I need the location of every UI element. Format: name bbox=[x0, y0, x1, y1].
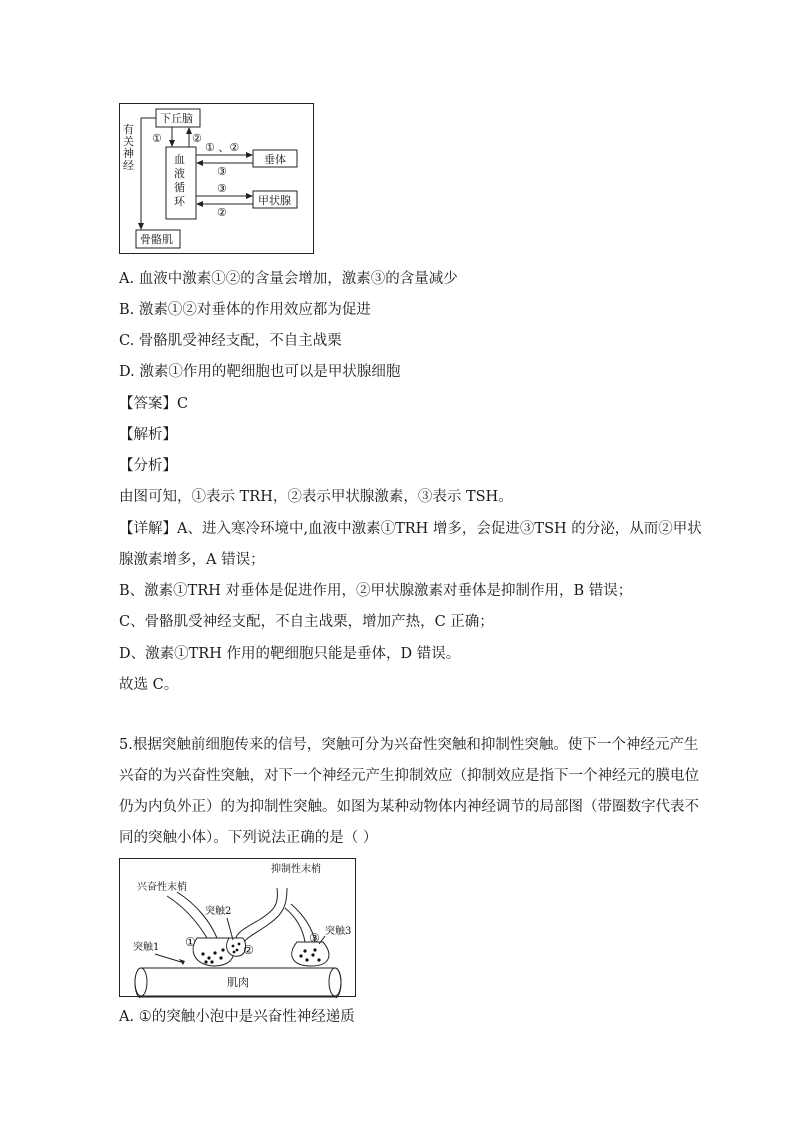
detail-line: B、激素①TRH 对垂体是促进作用，②甲状腺激素对垂体是抑制作用，B 错误； bbox=[119, 583, 633, 599]
thyroid-label: 甲状腺 bbox=[258, 194, 291, 207]
q4-option-b: B. 激素①②对垂体的作用效应都为促进 bbox=[119, 302, 371, 318]
blood-label-3: 循 bbox=[174, 181, 185, 194]
q5-option-a: A. ①的突触小泡中是兴奋性神经递质 bbox=[119, 1009, 355, 1025]
blood-label-1: 血 bbox=[174, 153, 185, 166]
blood-label-4: 环 bbox=[174, 195, 185, 208]
side-label-nerve-4: 经 bbox=[123, 159, 134, 172]
hypothalamus-label: 下丘脑 bbox=[160, 112, 193, 125]
q5-stem-line: 5.根据突触前细胞传来的信号，突触可分为兴奋性突触和抑制性突触。使下一个神经元产生 bbox=[119, 737, 699, 753]
fenxi-text: 由图可知，①表示 TRH，②表示甲状腺激素，③表示 TSH。 bbox=[119, 489, 513, 505]
pituitary-label: 垂体 bbox=[264, 153, 286, 166]
analysis-heading: 【解析】 bbox=[119, 427, 177, 443]
label-n2: ② bbox=[243, 943, 254, 957]
label-synapse-2: 突触2 bbox=[205, 906, 232, 917]
figure-synapse-diagram bbox=[119, 858, 357, 998]
fenxi-heading: 【分析】 bbox=[119, 458, 177, 474]
q4-option-c: C. 骨骼肌受神经支配，不自主战栗 bbox=[119, 333, 342, 349]
detail-line: 【详解】A、进入寒冷环境中,血液中激素①TRH 增多，会促进③TSH 的分泌，从而②甲状 bbox=[119, 521, 702, 537]
mark-3-upper: ③ bbox=[217, 165, 227, 178]
muscle-label: 肌肉 bbox=[227, 976, 249, 989]
label-excitatory-terminal: 兴奋性末梢 bbox=[137, 882, 187, 893]
q5-stem-line: 仍为内负外正）的为抑制性突触。如图为某种动物体内神经调节的局部图（带圈数字代表不 bbox=[119, 799, 699, 815]
mark-12-label: ① 、② bbox=[205, 141, 240, 154]
muscle-label: 骨骼肌 bbox=[140, 233, 173, 246]
side-label-nerve-1: 有 bbox=[123, 123, 134, 136]
answer-line: 【答案】C bbox=[119, 396, 189, 412]
side-label-nerve-3: 神 bbox=[123, 147, 134, 160]
mark-1-left: ① bbox=[152, 132, 162, 145]
label-synapse-1: 突触1 bbox=[133, 942, 160, 953]
mark-2-lower: ② bbox=[217, 206, 227, 219]
figure-endocrine-diagram bbox=[119, 103, 315, 255]
q5-stem-line: 兴奋的为兴奋性突触，对下一个神经元产生抑制效应（抑制效应是指下一个神经元的膜电位 bbox=[119, 768, 699, 784]
label-n1: ① bbox=[185, 935, 196, 949]
detail-line: C、骨骼肌受神经支配，不自主战栗，增加产热，C 正确； bbox=[119, 614, 494, 630]
q4-option-a: A. 血液中激素①②的含量会增加，激素③的含量减少 bbox=[119, 271, 458, 287]
blood-label-2: 液 bbox=[174, 167, 185, 180]
mark-2-left: ② bbox=[192, 132, 202, 145]
detail-line: 故选 C。 bbox=[119, 677, 179, 693]
label-n3: ③ bbox=[309, 931, 320, 945]
label-inhibitory-terminal: 抑制性末梢 bbox=[271, 864, 321, 875]
detail-line: D、激素①TRH 作用的靶细胞只能是垂体，D 错误。 bbox=[119, 646, 461, 662]
detail-line: 腺激素增多，A 错误； bbox=[119, 552, 265, 568]
q4-option-d: D. 激素①作用的靶细胞也可以是甲状腺细胞 bbox=[119, 364, 401, 380]
label-synapse-3: 突触3 bbox=[325, 926, 352, 937]
mark-3-lower: ③ bbox=[217, 182, 227, 195]
side-label-nerve-2: 关 bbox=[123, 135, 134, 148]
q5-stem-line: 同的突触小体）。下列说法正确的是（ ） bbox=[119, 830, 378, 846]
